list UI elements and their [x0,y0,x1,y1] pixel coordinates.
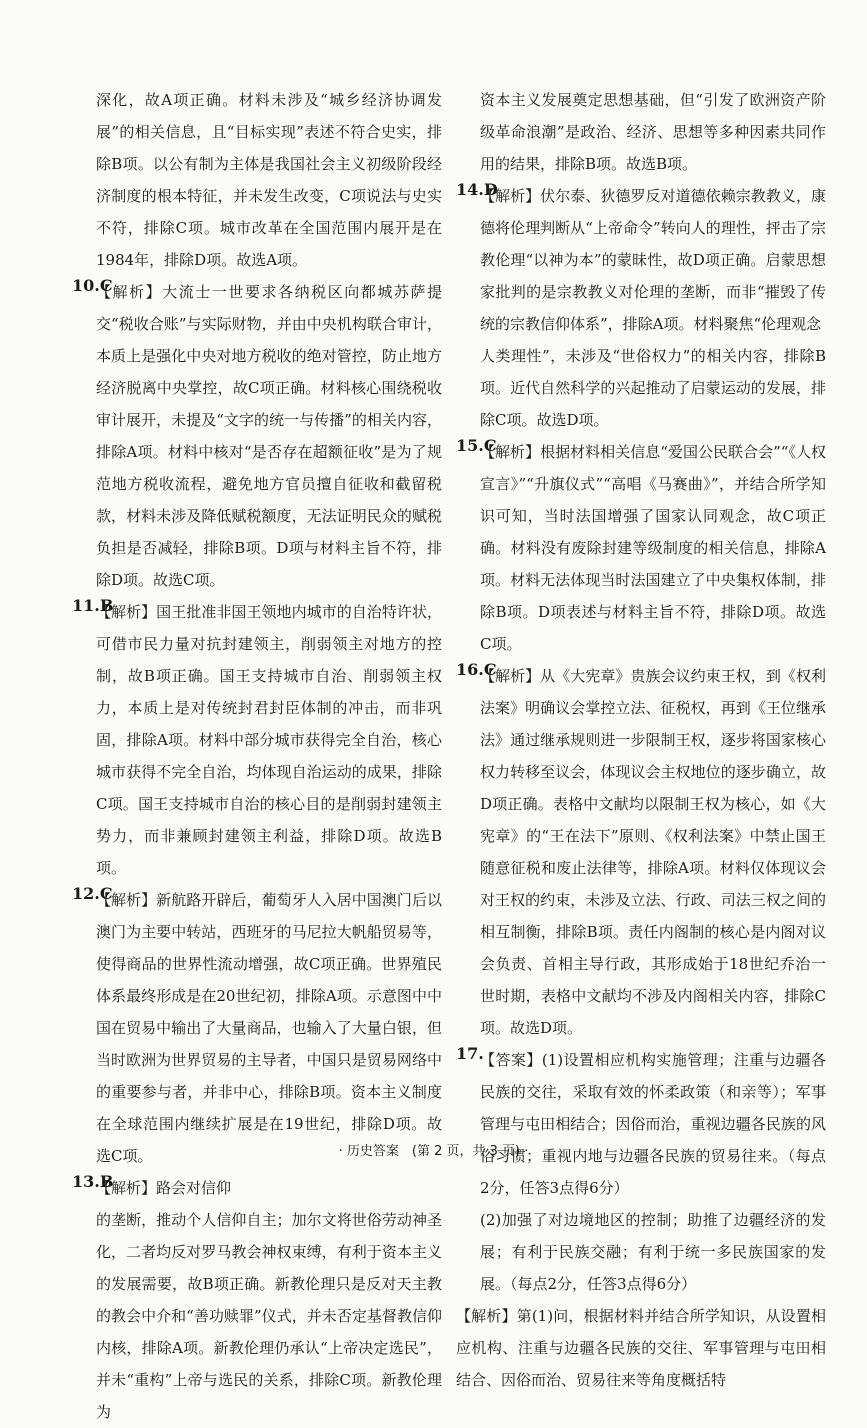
q14-item [456,180,826,340]
q17-answer: 【答案】(1)设置相应机构实施管理；注重与边疆各民族的交往，采取有效的怀柔政策（和亲等）；军事管理与屯田相结合；因俗而治，重视边疆各民族的风俗习惯；重视内地与边疆各民族的贸易往来。（每点2分，任答3点得6分） [480,1051,826,1197]
left-column [72,84,442,1428]
q11-number: 11.B [72,596,114,615]
q17-number: 17. [456,1044,484,1063]
q11-text: 【解析】国王批准非国王领地内城市的自治特许状，可借市民力量对抗封建领主，削弱领主对地方的控制，故B项正确。国王支持城市自治、削弱领主权力，本质上是对传统封君封臣体制的冲击，而非巩固，排除A项。材料中部分城市获得完全自治，核心城市获得不完全自治，均体现自治运动的成果，排除C项。国王支持城市自治的核心目的是削弱封建领主势力，而非兼顾封建领主利益，排除D项。故选B项。 [96,603,442,877]
q15-item [456,436,826,660]
q13-item [72,1172,442,1204]
q17-item [456,1044,826,1204]
q14-continuation: 人类理性”，未涉及“世俗权力”的相关内容，排除B项。近代自然科学的兴起推动了启蒙运动的发展，排除C项。故选D项。 [480,347,826,429]
q16-text: 【解析】从《大宪章》贵族会议约束王权，到《权利法案》明确议会掌控立法、征税权，再到《王位继承法》通过继承规则进一步限制王权，逐步将国家核心权力转移至议会，体现议会主权地位的逐步确立，故D项正确。表格中文献均以限制王权为核心，如《大宪章》的“王在法下”原则、《权利法案》中禁止国王随意征税和废止法律等，排除A项。材料仅体现议会对王权的约束，未涉及立法、行政、司法三权之间的相互制衡，排除B项。责任内阁制的核心是内阁对议会负责、首相主导行政，其形成始于18世纪乔治一世时期，表格中文献均不涉及内阁相关内容，排除C项。故选D项。 [480,667,826,1037]
q11-item [72,596,442,884]
q14-text: 【解析】伏尔泰、狄德罗反对道德依赖宗教教义，康德将伦理判断从“上帝命令”转向人的理性，抨击了宗教伦理“以神为本”的蒙昧性，故D项正确。启蒙思想家批判的是宗教教义对伦理的垄断，而非“摧毁了传统的宗教信仰体系”，排除A项。材料聚焦“伦理观念 [480,187,826,333]
q17-answer-part2: (2)加强了对边境地区的控制；助推了边疆经济的发展；有利于民族交融；有利于统一多民族国家的发展。（每点2分，任答3点得6分） [480,1211,826,1293]
q12-item [72,884,442,1172]
page-footer: · 历史答案 (第 2 页，共 3 页) · [338,1144,529,1159]
q12-text: 【解析】新航路开辟后，葡萄牙人入居中国澳门后以澳门为主要中转站，西班牙的马尼拉大帆船贸易等，使得商品的世界性流动增强，故C项正确。世界殖民体系最终形成是在20世纪初，排除A项。示意图中中国在贸易中输出了大量商品，也输入了大量白银，但当时欧洲为世界贸易的主导者，中国只是贸易网络中的重要参与者，并非中心，排除B项。资本主义制度在全球范围内继续扩展是在19世纪，排除D项。故选C项。 [96,891,442,1165]
q15-text: 【解析】根据材料相关信息“爱国公民联合会”“《人权宣言》”“升旗仪式”“高唱《马赛曲》”，并结合所学知识可知，当时法国增强了国家认同观念，故C项正确。材料没有废除封建等级制度的相关信息，排除A项。材料无法体现当时法国建立了中央集权体制，排除B项。D项表述与材料主旨不符，排除D项。故选C项。 [480,443,826,653]
q16-item [456,660,826,1044]
q13-number: 13.B [72,1172,114,1191]
q10-number: 10.C [72,276,113,295]
q14-number: 14.D [456,180,498,199]
right-column [456,84,826,1396]
q13-end: 资本主义发展奠定思想基础，但“引发了欧洲资产阶级革命浪潮”是政治、经济、思想等多种因素共同作用的结果，排除B项。故选B项。 [480,91,826,173]
q16-number: 16.C [456,660,497,679]
q10-item [72,276,442,596]
q15-number: 15.C [456,436,497,455]
q9-continuation: 深化，故A项正确。材料未涉及“城乡经济协调发展”的相关信息，且“目标实现”表述不符合史实，排除B项。以公有制为主体是我国社会主义初级阶段经济制度的根本特征，并未发生改变，C项说法与史实不符，排除C项。城市改革在全国范围内展开是在1984年，排除D项。故选A项。 [96,91,442,269]
q10-text: 【解析】大流士一世要求各纳税区向都城苏萨提交“税收合账”与实际财物，并由中央机构联合审计，本质上是强化中央对地方税收的绝对管控，防止地方经济脱离中央掌控，故C项正确。材料核心围绕税收审计展开，未提及“文字的统一与传播”的相关内容，排除A项。材料中核对“是否存在超额征收”是为了规范地方税收流程，避免地方官员擅自征收和截留税款，材料未涉及降低赋税额度，无法证明民众的赋税负担是否减轻，排除B项。D项与材料主旨不符，排除D项。故选C项。 [96,283,442,589]
q12-number: 12.C [72,884,113,903]
q13-continuation: 的垄断，推动个人信仰自主；加尔文将世俗劳动神圣化，二者均反对罗马教会神权束缚，有利于资本主义的发展需要，故B项正确。新教伦理只是反对天主教的教会中介和“善功赎罪”仪式，并未否定基督教信仰内核，排除A项。新教伦理仍承认“上帝决定选民”，并未“重构”上帝与选民的关系，排除C项。新教伦理为 [96,1211,442,1421]
q13-text: 【解析】路会对信仰 [96,1179,232,1197]
q17-explanation: 【解析】第(1)问，根据材料并结合所学知识，从设置相应机构、注重与边疆各民族的交往、军事管理与屯田相结合、因俗而治、贸易往来等角度概括特 [456,1307,826,1389]
